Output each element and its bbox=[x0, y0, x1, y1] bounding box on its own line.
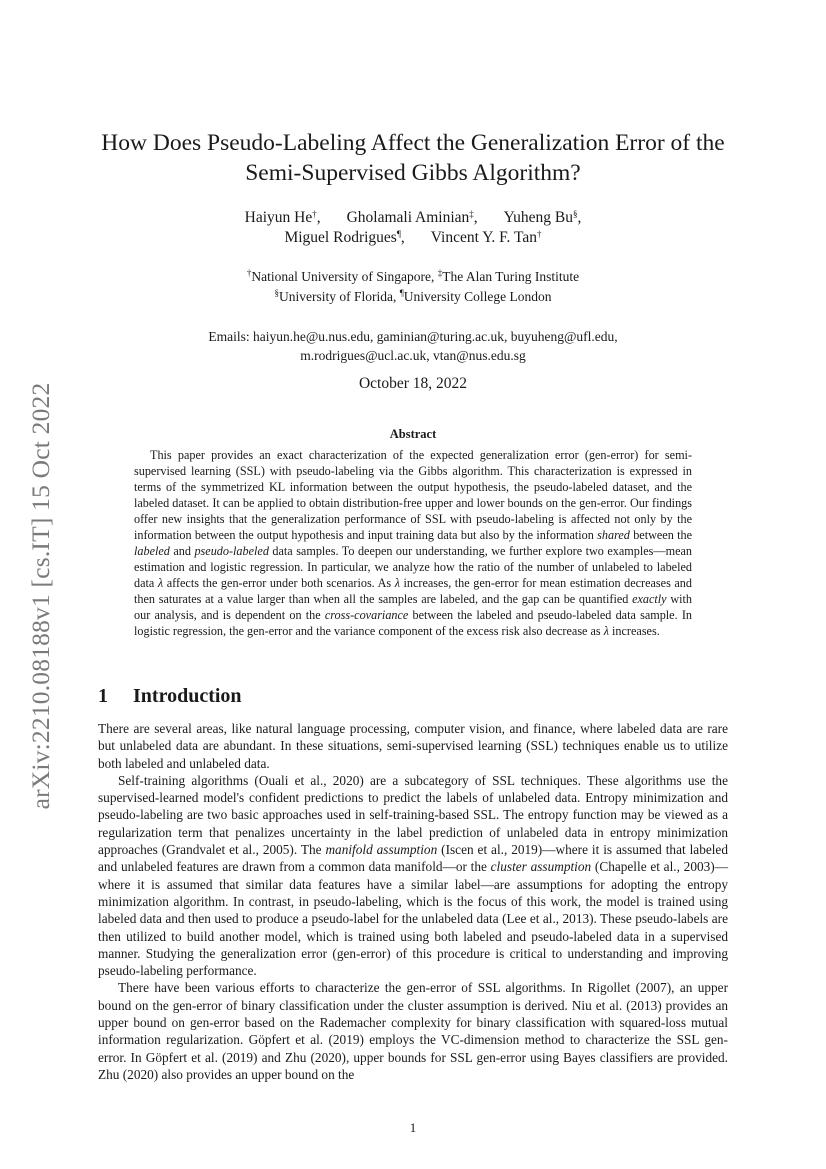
introduction-body bbox=[98, 720, 728, 1083]
italic-text: λ bbox=[157, 576, 164, 590]
author-row-1: Haiyun He†, Gholamali Aminian‡, Yuheng Bu§, bbox=[244, 209, 582, 226]
arxiv-sidebar bbox=[26, 350, 56, 842]
abstract-paragraph bbox=[134, 447, 692, 639]
title-line-1: How Does Pseudo-Labeling Affect the Generalization Error of the bbox=[101, 130, 725, 156]
body-paragraph bbox=[98, 772, 728, 980]
text-run: increases, the gen-error for mean estimation decreases and then saturates at a value larger than when all the samples are labeled, and the gap can be quantified bbox=[134, 576, 692, 606]
text-run: affects the gen-error under both scenarios. As bbox=[163, 576, 395, 590]
affiliation-line-2: §University of Florida, ¶University College London bbox=[274, 288, 552, 304]
body-paragraph bbox=[98, 979, 728, 1083]
text-run: There are several areas, like natural language processing, computer vision, and finance, where labeled data are rare but unlabeled data are abundant. In these situations, semi-supervised learning (SSL) techniques enable us to utilize both labeled and unlabeled data. bbox=[98, 721, 728, 771]
italic-text: pseudo-labeled bbox=[194, 544, 269, 558]
page-number: 1 bbox=[409, 1120, 417, 1135]
abstract-heading: Abstract bbox=[389, 427, 437, 441]
italic-text: exactly bbox=[632, 592, 667, 606]
section-title: Introduction bbox=[133, 685, 242, 707]
author: Vincent Y. F. Tan† bbox=[430, 229, 542, 246]
author: Miguel Rodrigues¶ bbox=[284, 229, 401, 246]
affiliation-line-1: †National University of Singapore, ‡The Alan Turing Institute bbox=[246, 268, 580, 284]
emails-line-1: Emails: haiyun.he@u.nus.edu, gaminian@turing.ac.uk, buyuheng@ufl.edu, bbox=[208, 329, 618, 344]
paper-date: October 18, 2022 bbox=[358, 375, 468, 392]
author-list bbox=[96, 208, 730, 248]
italic-text: shared bbox=[597, 528, 630, 542]
section-number: 1 bbox=[98, 685, 108, 707]
author: Yuheng Bu§ bbox=[503, 209, 578, 226]
affiliations bbox=[96, 267, 730, 307]
text-run: data samples. To deepen our understanding, we further explore two examples—mean estimation and logistic regression. In particular, we analyze how the ratio of the number of unlabeled to labeled data bbox=[134, 544, 692, 590]
text-run: between the labeled and pseudo-labeled data sample. In logistic regression, the gen-error and the variance component of the excess risk also decrease as bbox=[134, 608, 692, 638]
emails bbox=[96, 327, 730, 365]
text-run: (Chapelle et al., 2003)—where it is assumed that similar data features have a similar label—are assumptions for adopting the entropy minimization algorithm. In contrast, in pseudo-labeling, which is the focus of this work, the model is trained using labeled data and then used to produce a pseudo-label for the unlabeled data (Lee et al., 2013). These pseudo-labels are then utilized to build another model, which is trained using both labeled and pseudo-labeled data in a supervised manner. Studying the generalization error (gen-error) of this procedure is critical to understanding and improving pseudo-labeling performance. bbox=[98, 859, 728, 979]
text-run: There have been various efforts to characterize the gen-error of SSL algorithms. In Rigollet (2007), an upper bound on the gen-error of binary classification under the cluster assumption is derived. Niu et al. (2013) provides an upper bound on gen-error based on the Rademacher complexity for binary classification with squared-loss mutual information regularization. Göpfert et al. (2019) employs the VC-dimension method to characterize the SSL gen-error. In Göpfert et al. (2019) and Zhu (2020), upper bounds for SSL gen-error using Bayes classifiers are provided. Zhu (2020) also provides an upper bound on the bbox=[98, 980, 728, 1082]
title-line-2: Semi-Supervised Gibbs Algorithm? bbox=[245, 160, 581, 186]
italic-text: cross-covariance bbox=[324, 608, 409, 622]
text-run: increases. bbox=[609, 624, 660, 638]
section-heading bbox=[98, 685, 242, 708]
italic-text: cluster assumption bbox=[490, 859, 592, 875]
italic-text: labeled bbox=[134, 544, 170, 558]
text-run: Self-training algorithms (Ouali et al., 2020) are a subcategory of SSL techniques. These algorithms use the supervised-learned model's confident predictions to predict the labels of unlabeled data. Entropy minimization and pseudo-labeling are two basic approaches used in self-training-based SSL. The entropy function may be viewed as a regularization term that penalizes uncertainty in the label prediction of unlabeled data in entropy minimization approaches (Grandvalet et al., 2005). The bbox=[98, 772, 728, 858]
italic-text: λ bbox=[394, 576, 400, 590]
author: Haiyun He† bbox=[244, 209, 317, 226]
text-run: This paper provides an exact characterization of the expected generalization error (gen-error) for semi-supervised learning (SSL) with pseudo-labeling via the Gibbs algorithm. This characterization is expressed in terms of the symmetrized KL information between the output hypothesis, the pseudo-labeled dataset, and the labeled dataset. It can be applied to obtain distribution-free upper and lower bounds on the gen-error. Our findings offer new insights that the generalization performance of SSL with pseudo-labeling is affected not only by the information between the output hypothesis and input training data but also by the information bbox=[134, 448, 692, 542]
text-run: (Iscen et al., 2019)—where it is assumed that labeled and unlabeled features are drawn from a common data manifold—or the bbox=[98, 842, 728, 875]
text-run: and bbox=[169, 544, 195, 558]
italic-text: λ bbox=[603, 624, 609, 638]
italic-text: manifold assumption bbox=[325, 842, 438, 858]
body-paragraph bbox=[98, 720, 728, 772]
abstract-body bbox=[134, 447, 692, 639]
author-row-2: Miguel Rodrigues¶, Vincent Y. F. Tan† bbox=[284, 229, 542, 246]
text-run: between the bbox=[629, 528, 692, 542]
text-run: with our analysis, and is dependent on the bbox=[134, 592, 692, 622]
paper-title bbox=[96, 128, 730, 188]
author: Gholamali Aminian‡ bbox=[346, 209, 474, 226]
emails-line-2: m.rodrigues@ucl.ac.uk, vtan@nus.edu.sg bbox=[300, 348, 526, 363]
arxiv-identifier: arXiv:2210.08188v1 [cs.IT] 15 Oct 2022 bbox=[26, 382, 55, 810]
